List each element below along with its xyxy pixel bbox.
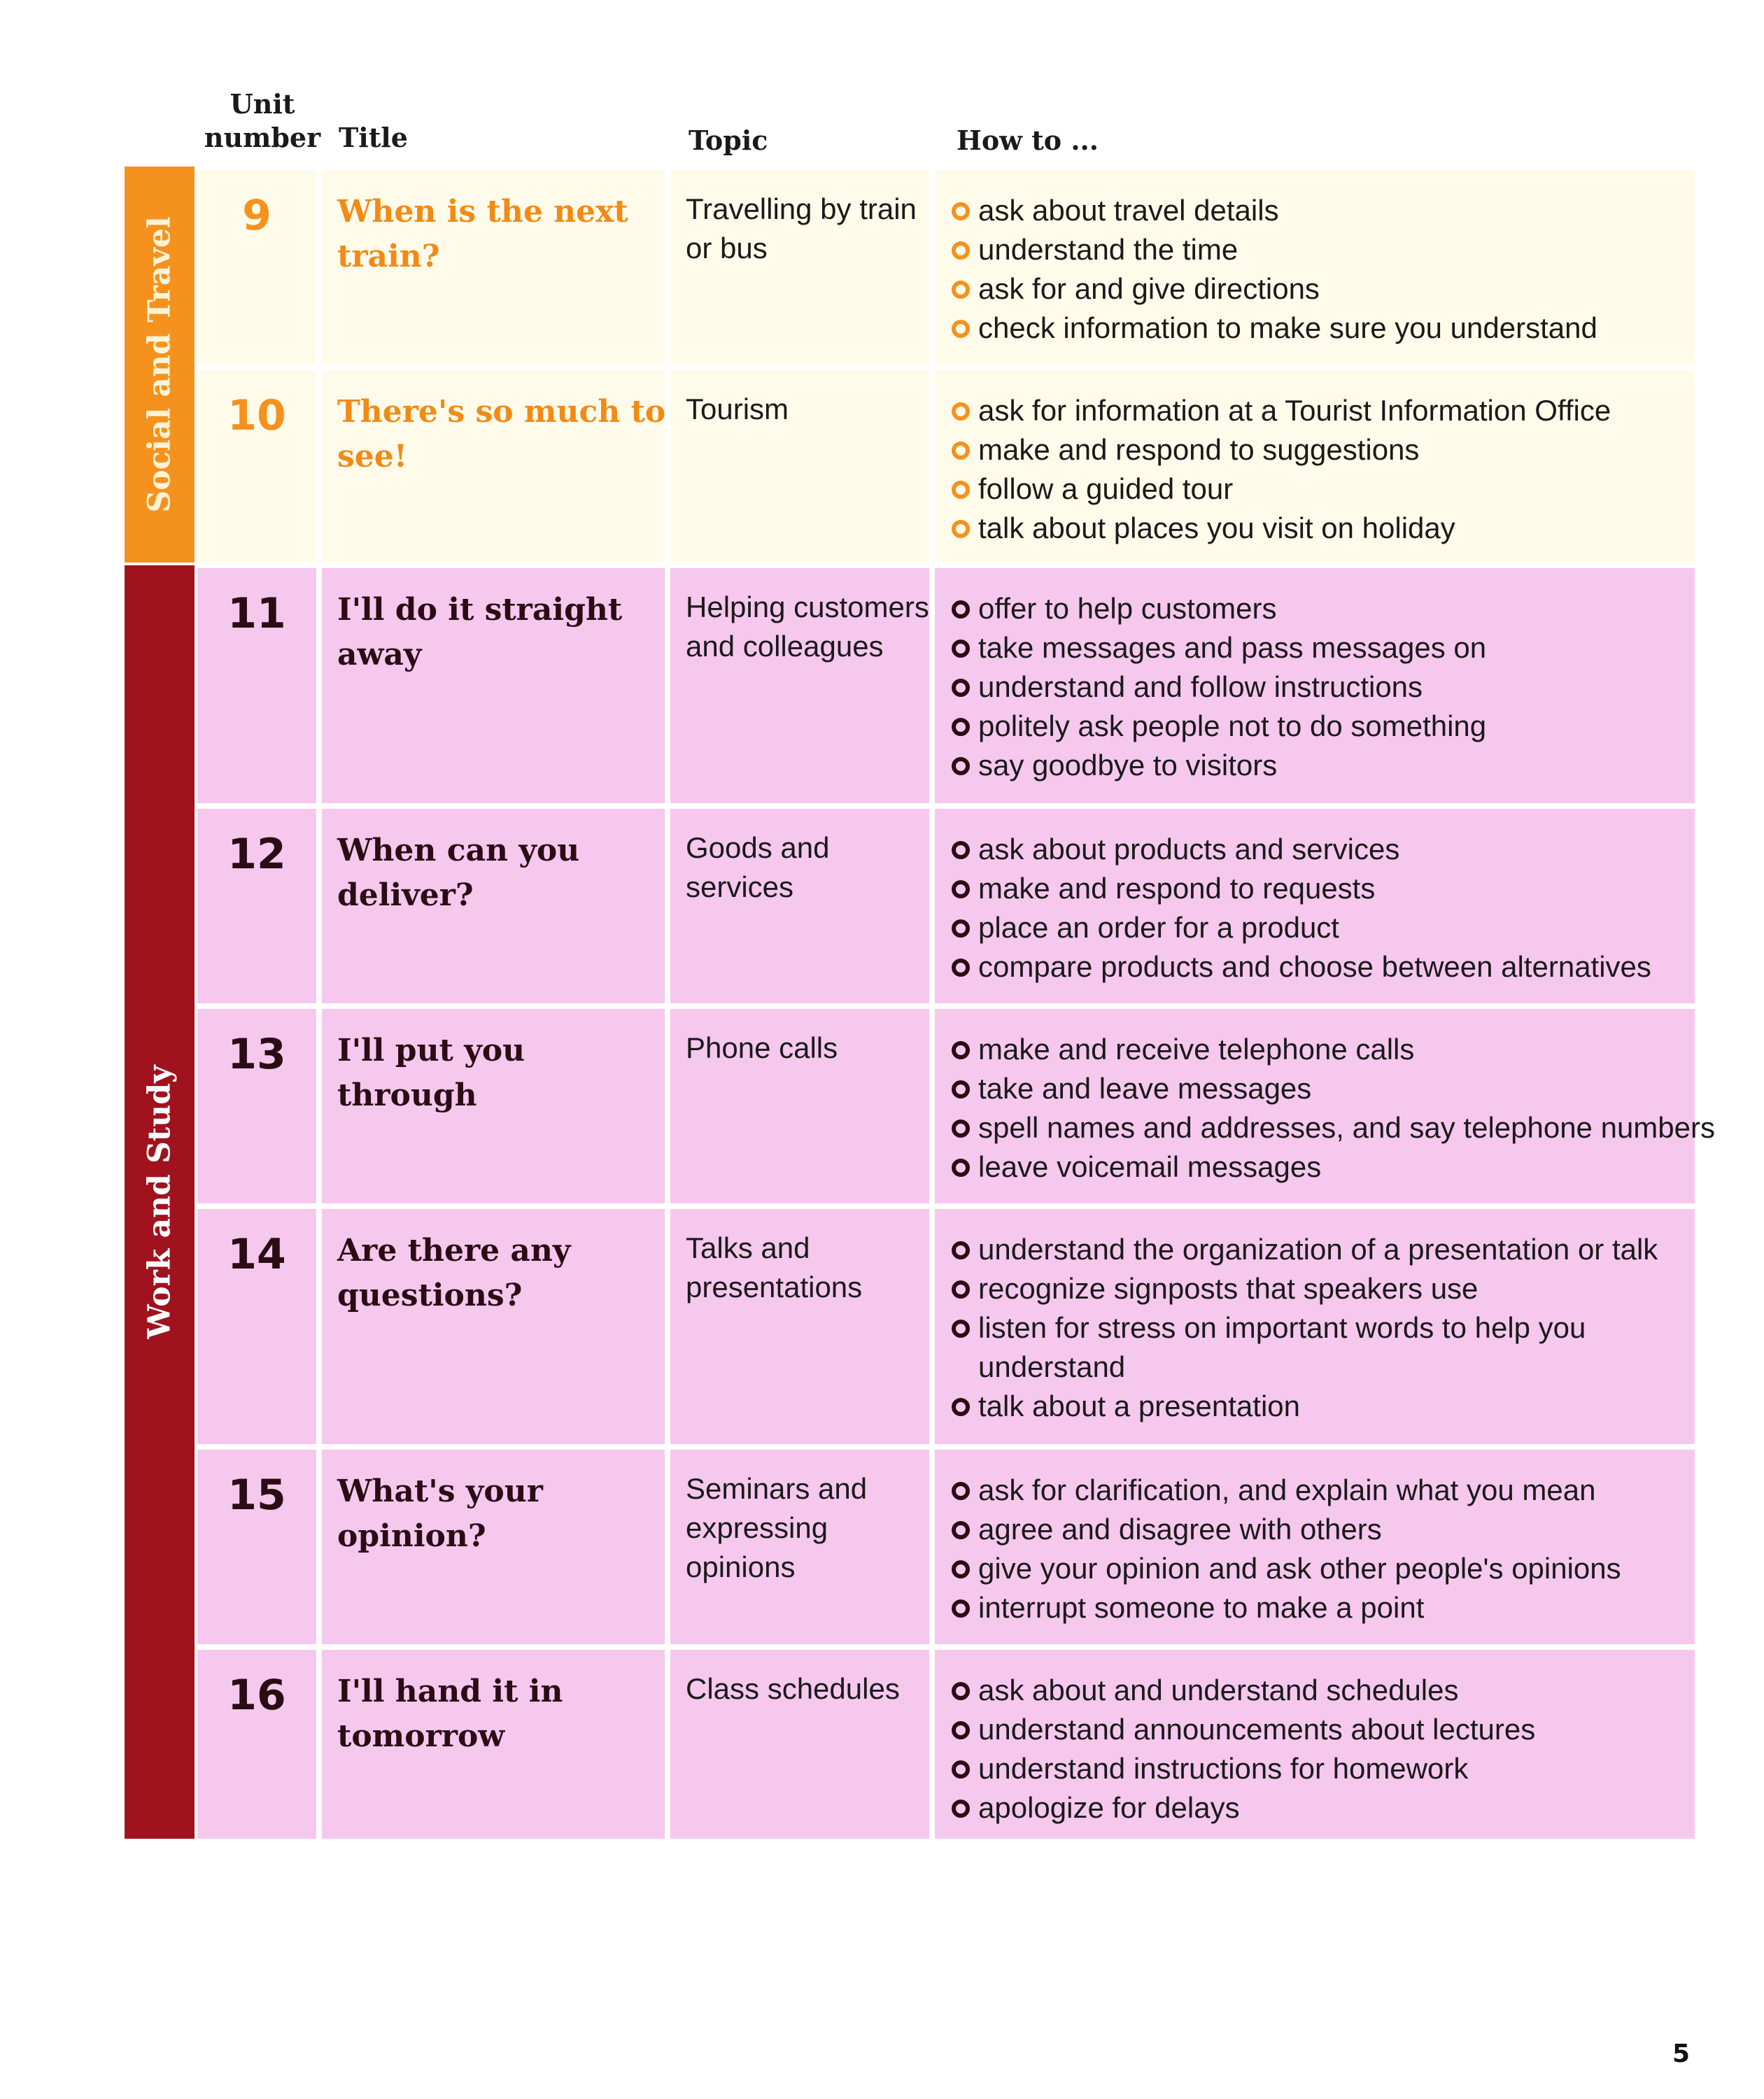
section-band-social-travel xyxy=(125,167,195,563)
unit-row-11 xyxy=(197,568,1695,803)
how-to-item: give your opinion and ask other people's opinions xyxy=(935,1549,1695,1588)
unit-row-15 xyxy=(197,1450,1695,1644)
section-label-social-travel: Social and Travel xyxy=(141,216,178,513)
bullet-icon xyxy=(952,1560,970,1578)
how-to-item: check information to make sure you understand xyxy=(935,309,1695,348)
how-to-item: make and respond to requests xyxy=(935,869,1695,908)
how-to-list xyxy=(935,191,1695,348)
how-to-item: compare products and choose between alternatives xyxy=(935,947,1695,987)
unit-topic: Travelling by train or bus xyxy=(686,192,917,264)
how-to-item: recognize signposts that speakers use xyxy=(935,1269,1695,1308)
bullet-icon xyxy=(952,1682,970,1700)
bullet-icon xyxy=(952,402,970,420)
how-to-list xyxy=(935,1230,1695,1426)
how-to-item: understand and follow instructions xyxy=(935,667,1695,707)
bullet-icon xyxy=(952,1080,970,1098)
bullet-icon xyxy=(952,281,970,299)
how-to-list xyxy=(935,830,1695,987)
how-to-item: apologize for delays xyxy=(935,1788,1695,1828)
bullet-icon xyxy=(952,1241,970,1259)
bullet-icon xyxy=(952,757,970,775)
how-to-list xyxy=(935,1030,1715,1187)
how-to-item: talk about places you visit on holiday xyxy=(935,509,1695,548)
how-to-list xyxy=(935,1671,1695,1828)
how-to-item: follow a guided tour xyxy=(935,469,1695,509)
how-to-item: ask about travel details xyxy=(935,191,1695,230)
unit-title: When is the next train? xyxy=(337,194,628,274)
unit-row-16 xyxy=(197,1650,1695,1839)
bullet-icon xyxy=(952,841,970,859)
bullet-icon xyxy=(952,1760,970,1779)
bullet-icon xyxy=(952,202,970,220)
how-to-item: understand announcements about lectures xyxy=(935,1710,1695,1749)
bullet-icon xyxy=(952,320,970,338)
how-to-item: understand the organization of a presentation or talk xyxy=(935,1230,1695,1269)
unit-number: 16 xyxy=(227,1671,286,1720)
how-to-item: interrupt someone to make a point xyxy=(935,1588,1695,1627)
how-to-item: make and receive telephone calls xyxy=(935,1030,1695,1069)
bullet-icon xyxy=(952,1320,970,1338)
how-to-item: ask about products and services xyxy=(935,830,1695,869)
bullet-icon xyxy=(952,481,970,499)
how-to-item: take messages and pass messages on xyxy=(935,628,1695,667)
bullet-icon xyxy=(952,639,970,658)
how-to-list xyxy=(935,1471,1695,1627)
unit-row-10 xyxy=(197,370,1695,563)
unit-title: I'll hand it in tomorrow xyxy=(337,1674,563,1754)
unit-title: I'll put you through xyxy=(337,1033,525,1113)
header-how-to: How to ... xyxy=(957,125,1099,156)
how-to-item: understand instructions for homework xyxy=(935,1749,1695,1788)
bullet-icon xyxy=(952,959,970,977)
unit-row-9 xyxy=(197,170,1695,365)
how-to-item: place an order for a product xyxy=(935,908,1695,947)
how-to-item: politely ask people not to do something xyxy=(935,707,1695,746)
bullet-icon xyxy=(952,600,970,619)
how-to-item: spell names and addresses, and say telephone numbers xyxy=(935,1108,1695,1147)
unit-topic: Seminars and expressing opinions xyxy=(686,1472,868,1583)
how-to-item: ask about and understand schedules xyxy=(935,1671,1695,1710)
bullet-icon xyxy=(952,1721,970,1739)
header-title: Title xyxy=(339,122,408,153)
how-to-list xyxy=(935,391,1695,548)
bullet-icon xyxy=(952,1482,970,1500)
unit-topic: Helping customers and colleagues xyxy=(686,591,929,663)
bullet-icon xyxy=(952,441,970,460)
bullet-icon xyxy=(952,880,970,898)
bullet-icon xyxy=(952,1041,970,1059)
how-to-item: listen for stress on important words to help you understand xyxy=(935,1308,1594,1387)
unit-topic: Goods and services xyxy=(686,831,830,903)
unit-number: 15 xyxy=(227,1471,286,1520)
how-to-item: ask for information at a Tourist Information Office xyxy=(935,391,1695,430)
bullet-icon xyxy=(952,718,970,736)
unit-topic: Talks and presentations xyxy=(686,1231,863,1303)
bullet-icon xyxy=(952,1800,970,1818)
unit-number: 10 xyxy=(227,391,286,440)
header-unit-number: Unit number xyxy=(204,88,321,153)
bullet-icon xyxy=(952,1521,970,1539)
how-to-item: offer to help customers xyxy=(935,589,1695,628)
unit-title: What's your opinion? xyxy=(337,1473,543,1554)
unit-topic: Class schedules xyxy=(686,1672,900,1705)
bullet-icon xyxy=(952,919,970,938)
how-to-item: ask for and give directions xyxy=(935,269,1695,309)
unit-number: 14 xyxy=(227,1230,286,1279)
bullet-icon xyxy=(952,1280,970,1299)
unit-topic: Tourism xyxy=(686,393,789,425)
unit-title: There's so much to see! xyxy=(337,394,666,474)
header-topic: Topic xyxy=(689,125,768,156)
how-to-item: ask for clarification, and explain what you mean xyxy=(935,1471,1695,1510)
unit-title: When can you deliver? xyxy=(337,833,580,913)
how-to-item: say goodbye to visitors xyxy=(935,746,1695,785)
page-number: 5 xyxy=(1672,2040,1691,2068)
bullet-icon xyxy=(952,1159,970,1177)
unit-number: 9 xyxy=(242,191,271,240)
unit-title: Are there any questions? xyxy=(337,1233,571,1313)
table-header xyxy=(0,87,1764,164)
unit-number: 13 xyxy=(227,1030,286,1079)
bullet-icon xyxy=(952,241,970,260)
bullet-icon xyxy=(952,1398,970,1416)
bullet-icon xyxy=(952,1599,970,1618)
how-to-item: agree and disagree with others xyxy=(935,1510,1695,1549)
unit-title: I'll do it straight away xyxy=(337,592,623,672)
unit-row-12 xyxy=(197,809,1695,1003)
unit-number: 11 xyxy=(227,589,286,638)
bullet-icon xyxy=(952,520,970,538)
unit-number: 12 xyxy=(227,830,286,879)
section-band-work-study xyxy=(125,565,195,1839)
unit-row-14 xyxy=(197,1209,1695,1444)
how-to-item: take and leave messages xyxy=(935,1069,1695,1108)
how-to-item: make and respond to suggestions xyxy=(935,430,1695,469)
bullet-icon xyxy=(952,679,970,697)
how-to-item: leave voicemail messages xyxy=(935,1147,1695,1187)
unit-row-13 xyxy=(197,1009,1715,1203)
unit-topic: Phone calls xyxy=(686,1031,838,1064)
section-label-work-study: Work and Study xyxy=(141,1065,178,1339)
how-to-list xyxy=(935,589,1695,785)
bullet-icon xyxy=(952,1119,970,1138)
how-to-item: talk about a presentation xyxy=(935,1387,1695,1426)
how-to-item: understand the time xyxy=(935,230,1695,269)
